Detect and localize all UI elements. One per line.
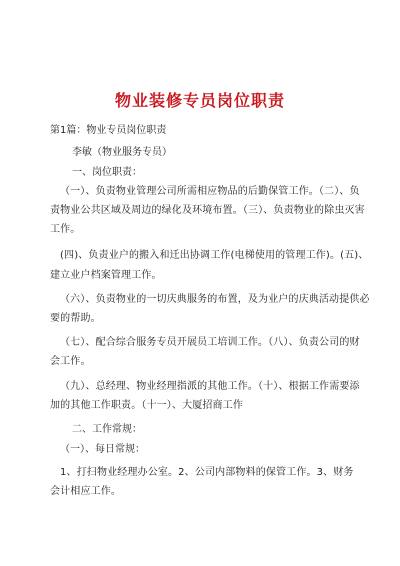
subheading-routine: 二、工作常规： [72, 424, 142, 435]
document-title: 物业装修专员岗位职责 [114, 91, 285, 110]
subheading-daily: （一）、每日常规： [60, 444, 145, 455]
section-heading: 第1篇：物业专员岗位职责 [50, 125, 167, 136]
author-line: 李敏（物业服务专员） [72, 147, 172, 158]
paragraph-line: 责物业公共区域及周边的绿化及环境布置。（三）、负责物业的除虫灭害 [50, 205, 365, 216]
paragraph-line: 会工作。 [50, 356, 91, 367]
paragraph-line: 要的帮助。 [50, 313, 101, 324]
paragraph-line: （九）、总经理、物业经理指派的其他工作。（十）、根据工作需要添 [60, 381, 360, 392]
paragraph-line: （六）、负责物业的一切庆典服务的布置，及为业户的庆典活动提供必 [60, 294, 370, 305]
paragraph-line: 加的其他工作职责。（十一）、大厦招商工作 [50, 400, 243, 411]
paragraph-line: 建立业户档案管理工作。 [50, 270, 162, 281]
paragraph-line: （七）、配合综合服务专员开展员工培训工作。（八）、负责公司的财 [60, 337, 360, 348]
paragraph-line: 工作。 [50, 224, 81, 235]
paragraph-line: (四)、负责业户的搬入和迁出协调工作(电梯使用的管理工作)。(五)、 [60, 250, 369, 261]
paragraph-line: 会计相应工作。 [50, 486, 122, 497]
subheading-duties: 一、岗位职责： [72, 167, 142, 178]
paragraph-line: 1、打扫物业经理办公室。2、公司内部物料的保管工作。3、财务 [60, 467, 354, 478]
paragraph-line: （一）、负责物业管理公司所需相应物品的后勤保管工作。（二）、负 [60, 186, 360, 197]
